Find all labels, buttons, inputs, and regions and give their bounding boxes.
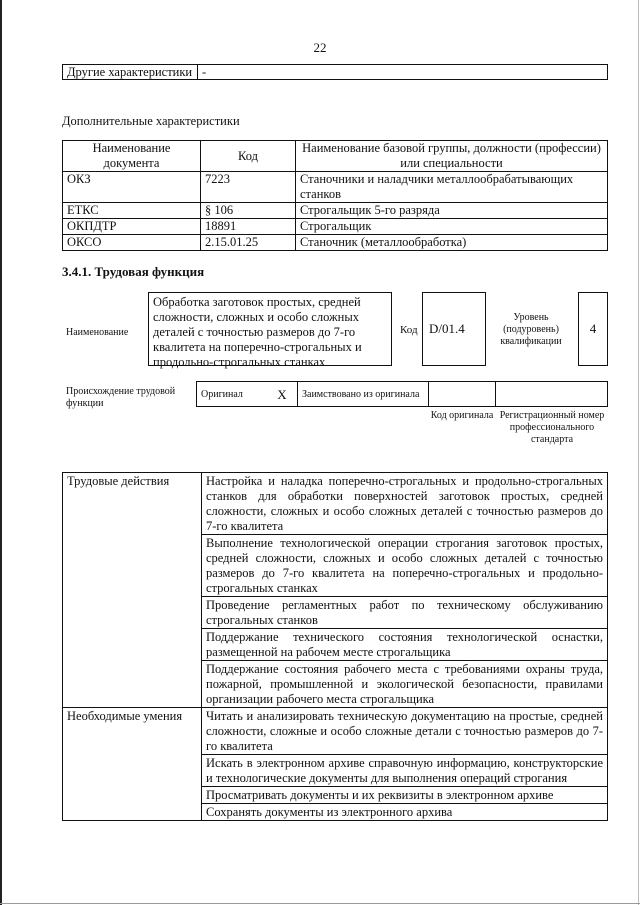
skill-item: Просматривать документы и их реквизиты в электронном архиве (202, 787, 608, 804)
name-label: Наименование (66, 327, 129, 338)
function-name-box: Обработка заготовок простых, средней сложности, сложных и особо сложных деталей с точностью размеров до 7-го квалитета на поперечно-строгальных и продольно-строгальных станках (148, 292, 392, 366)
additional-characteristics-title: Дополнительные характеристики (62, 114, 240, 128)
header-document: Наименование документа (63, 141, 201, 172)
labor-action-item: Выполнение технологической операции строгания заготовок простых, средней сложности, сложных и особо сложных деталей с точностью размеров до 7-го квалитета на поперечно-строгальных и продольно-строгальных станках (202, 535, 608, 597)
header-code: Код (201, 141, 296, 172)
section-title: 3.4.1. Трудовая функция (62, 264, 205, 279)
other-characteristics-label: Другие характеристики (63, 65, 198, 80)
page-edge-right (638, 0, 639, 905)
skill-item: Сохранять документы из электронного архива (202, 804, 608, 821)
labor-actions-label: Трудовые действия (63, 473, 202, 708)
other-characteristics-table (62, 64, 608, 80)
page-edge-left (0, 0, 2, 905)
skills-label: Необходимые умения (63, 708, 202, 821)
cell-code: § 106 (201, 203, 296, 219)
function-details-table (62, 472, 608, 821)
labor-action-item: Проведение регламентных работ по техническому обслуживанию строгальных станков (202, 597, 608, 629)
code-original-cell (429, 382, 496, 407)
original-label: Оригинал (197, 382, 268, 407)
page-edge-bottom (0, 903, 640, 904)
cell-group: Станочник (металлообработка) (296, 235, 608, 251)
page-number: 22 (313, 40, 327, 55)
borrowed-label: Заимствовано из оригинала (298, 382, 429, 407)
table-row (63, 203, 608, 219)
table-row (63, 235, 608, 251)
table-row (63, 708, 608, 755)
function-code-box: D/01.4 (422, 292, 486, 366)
code-label: Код (400, 324, 418, 336)
cell-group: Станочники и наладчики металлообрабатывающих станков (296, 172, 608, 203)
cell-code: 7223 (201, 172, 296, 203)
table-header-row (63, 141, 608, 172)
other-characteristics-value: - (198, 65, 608, 80)
reg-number-label: Регистрационный номер профессионального стандарта (499, 410, 605, 445)
skill-item: Читать и анализировать техническую документацию на простые, средней сложности, сложные и особо сложные детали с точностью размеров до 7-го квалитета (202, 708, 608, 755)
qualification-level-box: 4 (578, 292, 608, 366)
table-row (63, 473, 608, 535)
header-group: Наименование базовой группы, должности (профессии) или специальности (296, 141, 608, 172)
cell-code: 2.15.01.25 (201, 235, 296, 251)
labor-action-item: Поддержание технического состояния технологической оснастки, размещенной на рабочем месте строгальщика (202, 629, 608, 661)
origin-label: Происхождение трудовой функции (66, 386, 176, 409)
skill-item: Искать в электронном архиве справочную информацию, конструкторские и технологические документы для выполнения операций строгания (202, 755, 608, 787)
code-original-label: Код оригинала (430, 410, 494, 421)
additional-characteristics-table (62, 140, 608, 251)
original-mark: X (267, 382, 298, 407)
cell-document: ОКЗ (63, 172, 201, 203)
cell-group: Строгальщик (296, 219, 608, 235)
labor-action-item: Настройка и наладка поперечно-строгальных и продольно-строгальных станков для обработки поверхностей заготовок простых, средней сложности, сложных и особо сложных деталей с точностью размеров до 7-го квалитета (202, 473, 608, 535)
cell-document: ЕТКС (63, 203, 201, 219)
table-row (63, 172, 608, 203)
cell-document: ОКПДТР (63, 219, 201, 235)
labor-action-item: Поддержание состояния рабочего места с требованиями охраны труда, пожарной, промышленной и экологической безопасности, правилами организации рабочего места строгальщика (202, 661, 608, 708)
cell-code: 18891 (201, 219, 296, 235)
cell-group: Строгальщик 5-го разряда (296, 203, 608, 219)
reg-number-cell (496, 382, 608, 407)
origin-table (196, 381, 608, 407)
table-row (63, 219, 608, 235)
cell-document: ОКСО (63, 235, 201, 251)
qualification-level-label: Уровень (подуровень) квалификации (500, 312, 562, 347)
